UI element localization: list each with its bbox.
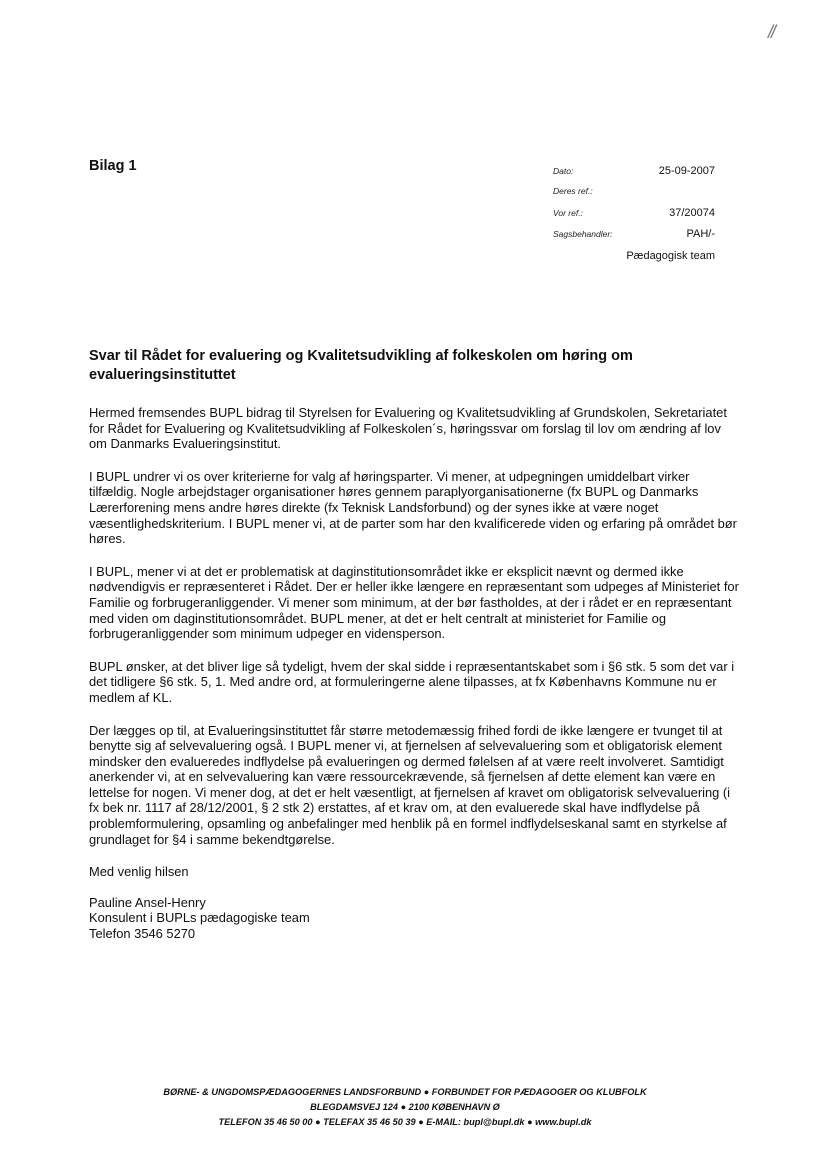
signature-block: [89, 864, 739, 941]
signer-phone: Telefon 3546 5270: [89, 926, 196, 942]
meta-value: 25-09-2007: [658, 165, 715, 177]
paragraph: Hermed fremsendes BUPL bidrag til Styrelsen for Evaluering og Kvalitetsudvikling af Grundskolen, Sekretariatet for Rådet for Evaluering og Kvalitetsudvikling af Folkeskolen´s, høringssvar om forslag til lov om ændring af lov om Danmarks Evalueringsinstitut.: [89, 405, 727, 452]
meta-value: 37/20074: [669, 207, 715, 219]
paragraph: I BUPL undrer vi os over kriterierne for valg af høringsparter. Vi mener, at udpegningen umiddelbart virker tilfældig. Nogle arbejdstager organisationer høres gennem paraplyorganisationerne (fx BUPL og Danmarks Lærerforening mens andre høres direkte (fx Teknisk Landsforbund) og der synes ikke at være noget væsentlighedskriterium. I BUPL mener vi, at de parter som har den kvalificerede viden og erfaring på området bør høres.: [89, 468, 737, 547]
meta-value: PAH/-: [686, 228, 715, 240]
letter-title: Svar til Rådet for evaluering og Kvalitetsudvikling af folkeskolen om høring om evalueringsinstituttet: [89, 348, 633, 383]
paragraph: BUPL ønsker, at det bliver lige så tydeligt, hvem der skal sidde i repræsentantskabet som i §6 stk. 5 som det var i det tidligere §6 stk. 5, 1. Med andre ord, at formuleringerne alene tilpasses, at fx Københavns Kommune nu er medlem af KL.: [89, 658, 735, 705]
meta-label: Vor ref.:: [553, 208, 583, 218]
meta-label: Sagsbehandler:: [553, 229, 613, 239]
meta-our-ref: [553, 207, 715, 228]
footer-org: BØRNE- & UNGDOMSPÆDAGOGERNES LANDSFORBUND ● FORBUNDET FOR PÆDAGOGER OG KLUBFOLK: [163, 1087, 647, 1097]
closing: Med venlig hilsen: [89, 864, 189, 880]
footer-contact: TELEFON 35 46 50 00 ● TELEFAX 35 46 50 39 ● E-MAIL: bupl@bupl.dk ● www.bupl.dk: [218, 1117, 592, 1127]
meta-case-handler: [553, 228, 715, 249]
meta-label: Dato:: [553, 166, 574, 176]
footer-address: BLEGDAMSVEJ 124 ● 2100 KØBENHAVN Ø: [310, 1102, 500, 1112]
attachment-label: Bilag 1: [89, 158, 137, 174]
paragraph: Der lægges op til, at Evalueringsinstituttet får større metodemæssig frihed fordi de ikke længere er tvunget til at benytte sig af selvevaluering også. I BUPL mener vi, at fjernelsen af selvevaluering som et obligatorisk element mindsker den evalueredes indflydelse på evalueringen og dermed følelsen af at være reelt involveret. Samtidigt anerkender vi, at en selvevaluering kan være ressourcekrævende, så fjernelsen af dette element kan være en lettelse for nogen. Vi mener dog, at det er helt væsentligt, at fjernelsen af kravet om obligatorisk selvevaluering (i fx bek nr. 1117 af 28/12/2001, § 2 stk 2) erstattes, af et krav om, at den evaluerede skal have indflydelse på problemformulering, opsamling og anbefalinger med henblik på en formel indflydelseskanal samt en styrkelse af grundlaget for §4 i samme bekendtgørelse.: [89, 722, 731, 847]
letterhead-footer: [140, 1085, 670, 1130]
meta-label: Deres ref.:: [553, 186, 593, 196]
letter-metadata: [553, 165, 715, 262]
letter-body: [89, 405, 739, 942]
handwritten-mark: //: [768, 22, 775, 42]
signer-name: Pauline Ansel-Henry: [89, 894, 206, 910]
meta-date: [553, 165, 715, 186]
signer-role: Konsulent i BUPLs pædagogiske team: [89, 910, 310, 926]
meta-team: Pædagogisk team: [626, 250, 715, 262]
paragraph: I BUPL, mener vi at det er problematisk at daginstitutionsområdet ikke er eksplicit nævnt og dermed ikke nødvendigvis er repræsenteret i Rådet. Der er heller ikke længere en repræsentant som udpeges af Ministeriet for Familie og forbrugeranliggender. Vi mener som minimum, at der bør fastholdes, at der i rådet er en repræsentant med viden om daginstitutionsområdet. BUPL mener, at det er helt centralt at ministeriet for Familie og forbrugeranliggender som minimum udpeger en vidensperson.: [89, 563, 739, 642]
meta-their-ref: [553, 186, 715, 207]
